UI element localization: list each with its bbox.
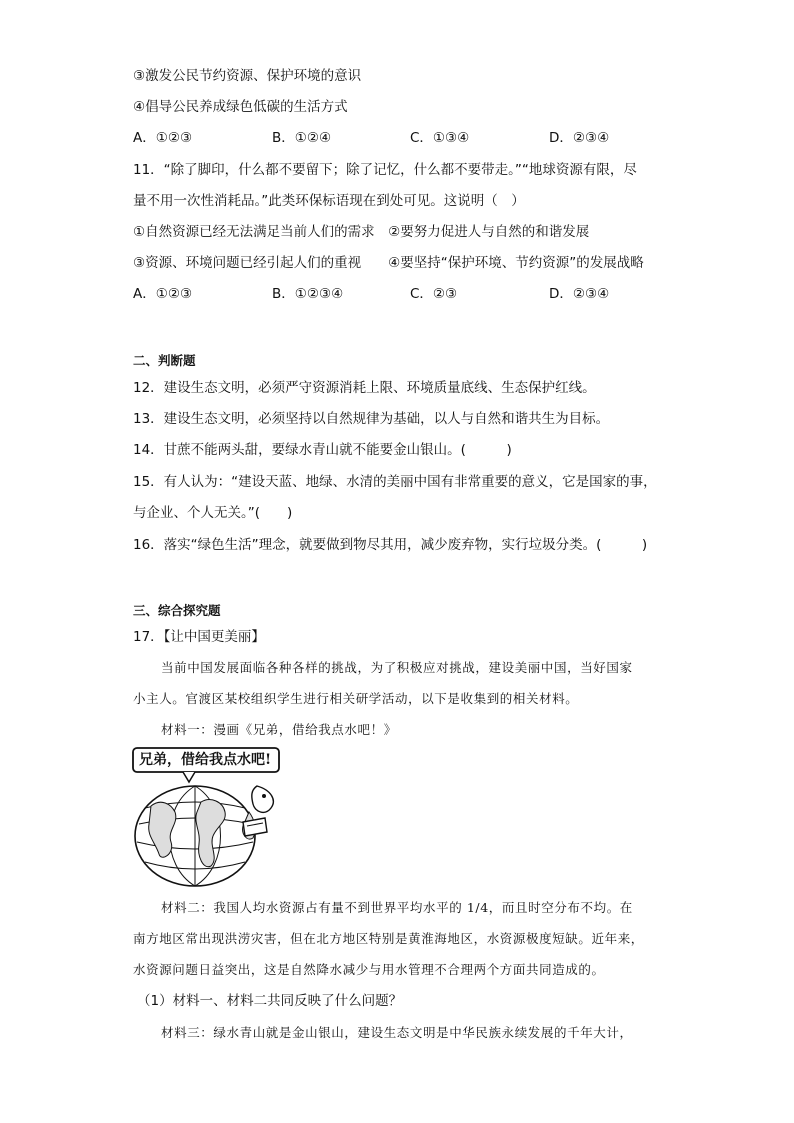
speech-bubble-tail	[183, 772, 195, 782]
q16: 16．落实“绿色生活”理念，就要做到物尽其用，减少废弃物，实行垃圾分类。( )	[133, 537, 648, 553]
cartoon-caption: 兄弟，借给我点水吧!	[139, 752, 272, 768]
q11-stem-line2: 量不用一次性消耗品。”此类环保标语现在到处可见。这说明（ ）	[133, 193, 525, 209]
material2-line2: 南方地区常出现洪涝灾害，但在北方地区特别是黄淮海地区，水资源极度短缺。近年来，	[133, 931, 644, 946]
q15-line1: 15．有人认为：“建设天蓝、地绿、水清的美丽中国有非常重要的意义，它是国家的事，	[133, 474, 657, 490]
q11-option-c: C．②③	[410, 286, 458, 302]
q17-title: 17．【让中国更美丽】	[133, 629, 265, 645]
q17-intro-line1: 当前中国发展面临各种各样的挑战，为了积极应对挑战，建设美丽中国，当好国家	[161, 660, 633, 675]
q13: 13．建设生态文明，必须坚持以自然规律为基础，以人与自然和谐共生为目标。	[133, 411, 610, 427]
q10-option-c: C．①③④	[410, 130, 470, 146]
globe-icon	[135, 786, 255, 886]
q14: 14．甘蔗不能两头甜，要绿水青山就不能要金山银山。( )	[133, 442, 512, 458]
q10-item-3: ③激发公民节约资源、保护环境的意识	[133, 68, 362, 84]
q17-sub-question-1: （1）材料一、材料二共同反映了什么问题？	[137, 993, 403, 1009]
q17-intro-line2: 小主人。官渡区某校组织学生进行相关研学活动，以下是收集到的相关材料。	[133, 691, 579, 706]
material2-line3: 水资源问题日益突出，这是自然降水减少与用水管理不合理两个方面共同造成的。	[133, 962, 605, 977]
material1-label: 材料一：漫画《兄弟，借给我点水吧！》	[161, 722, 397, 737]
q10-item-4: ④倡导公民养成绿色低碳的生活方式	[133, 99, 348, 115]
q11-items-line2: ③资源、环境问题已经引起人们的重视 ④要坚持“保护环境、节约资源”的发展战略	[133, 255, 644, 271]
q11-stem-line1: 11．“除了脚印，什么都不要留下；除了记忆，什么都不要带走。”“地球资源有限，尽	[133, 162, 637, 178]
q11-items-line1: ①自然资源已经无法满足当前人们的需求 ②要努力促进人与自然的和谐发展	[133, 224, 590, 240]
section-inquiry-heading: 三、综合探究题	[133, 603, 221, 618]
q11-option-a: A．①②③	[133, 286, 193, 302]
q15-line2: 与企业、个人无关。”( )	[133, 505, 293, 521]
q12: 12．建设生态文明，必须严守资源消耗上限、环境质量底线、生态保护红线。	[133, 380, 596, 396]
q10-option-b: B．①②④	[272, 130, 332, 146]
q10-option-d: D．②③④	[549, 130, 610, 146]
material2-line1: 材料二：我国人均水资源占有量不到世界平均水平的 1/4，而且时空分布不均。在	[161, 900, 633, 915]
q10-option-a: A．①②③	[133, 130, 193, 146]
section-judgment-heading: 二、判断题	[133, 353, 196, 368]
q11-option-b: B．①②③④	[272, 286, 344, 302]
material3-line1: 材料三：绿水青山就是金山银山，建设生态文明是中华民族永续发展的千年大计，	[161, 1025, 633, 1040]
q11-option-d: D．②③④	[549, 286, 610, 302]
